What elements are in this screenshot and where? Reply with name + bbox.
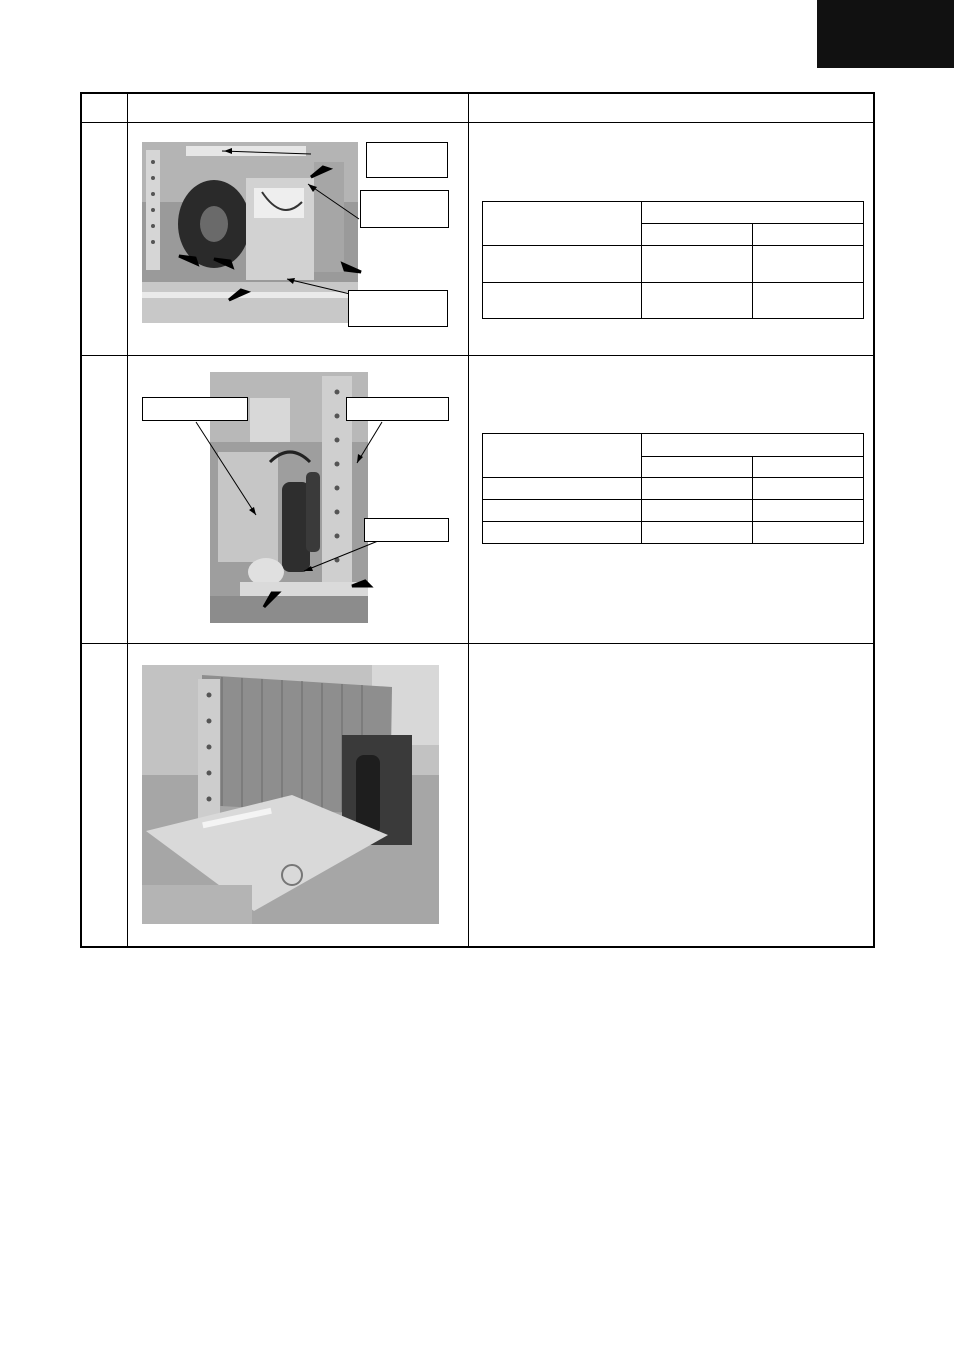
header-procedure <box>469 94 874 122</box>
row-1-spec-table <box>482 201 864 319</box>
row-divider <box>82 643 873 644</box>
row-2-spec-table <box>482 433 864 544</box>
row-2-callout-2 <box>346 397 449 421</box>
row-1-callout-2 <box>360 190 449 228</box>
row-1-callout-1 <box>366 142 448 178</box>
row-2-callout-3 <box>364 518 449 542</box>
row-2-callout-1 <box>142 397 248 421</box>
disassembled-base-photo <box>142 665 439 924</box>
row-1-callout-3 <box>348 290 448 327</box>
column-divider <box>468 94 469 946</box>
corner-tab <box>817 0 954 68</box>
procedure-table <box>80 92 875 948</box>
